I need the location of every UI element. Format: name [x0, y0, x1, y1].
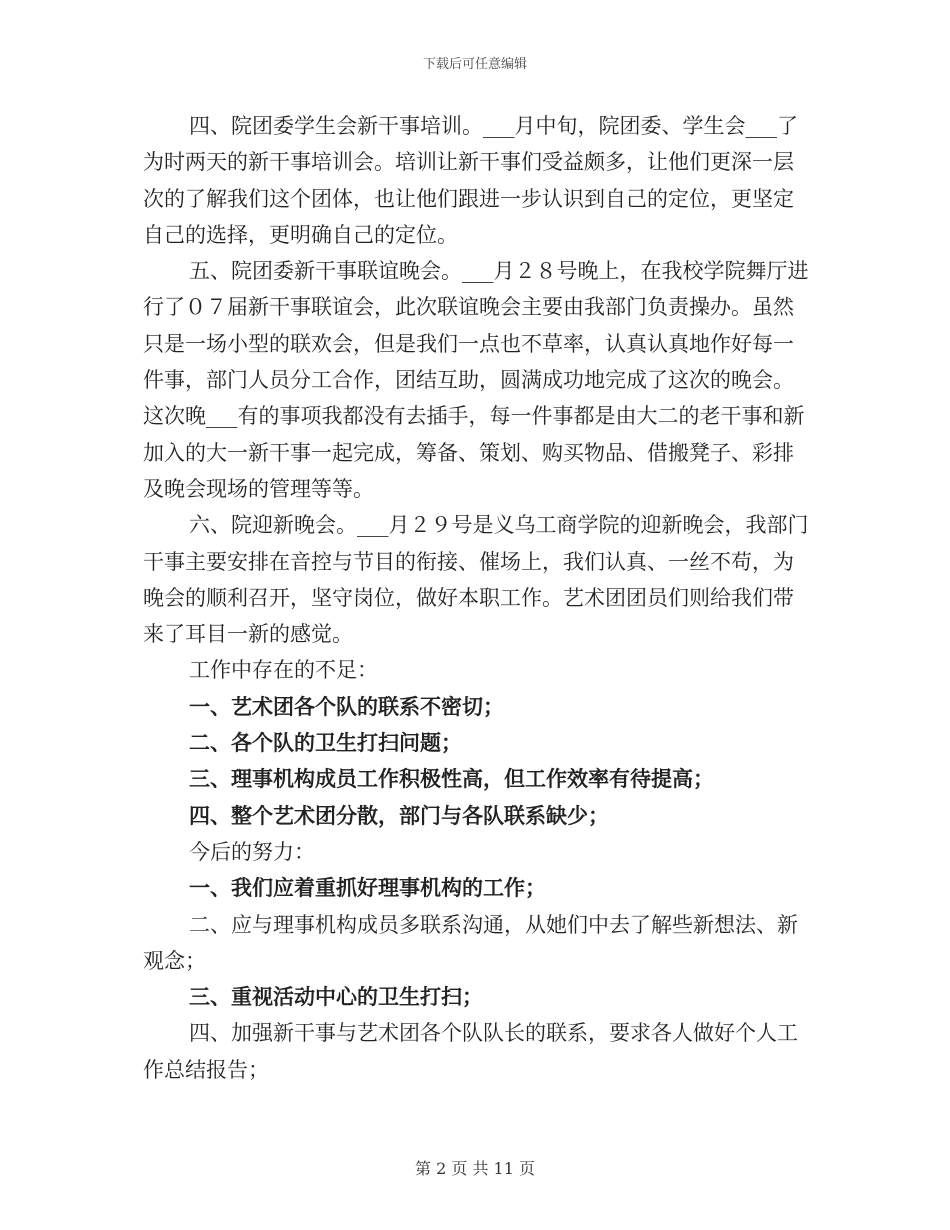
- effort-item-1: 一、我们应着重抓好理事机构的工作；: [189, 875, 546, 901]
- shortcoming-item-2: 二、各个队的卫生打扫问题；: [189, 730, 462, 756]
- shortcoming-item-4: 四、整个艺术团分散，部门与各队联系缺少；: [189, 802, 609, 828]
- paragraph-training: 四、院团委学生会新干事培训。___月中旬，院团委、学生会___了为时两天的新干事培训会。培训让新干事们受益颇多，让他们更深一层次的了解我们这个团体，也让他们跟进一步认识到自己的定位，更坚定自己的选择，更明确自己的定位。: [143, 114, 798, 247]
- effort-item-4: 四、加强新干事与艺术团各个队队长的联系，要求各人做好个人工作总结报告；: [143, 1021, 798, 1082]
- shortcoming-item-1: 一、艺术团各个队的联系不密切；: [189, 693, 504, 719]
- document-body: [143, 108, 813, 1088]
- effort-item-3: 三、重视活动中心的卫生打扫；: [189, 984, 483, 1010]
- effort-item-2: 二、应与理事机构成员多联系沟通，从她们中去了解些新想法、新观念；: [143, 912, 798, 973]
- shortcoming-item-3: 三、理事机构成员工作积极性高，但工作效率有待提高；: [189, 766, 714, 792]
- paragraph-party: 五、院团委新干事联谊晚会。___月２８号晚上，在我校学院舞厅进行了０７届新干事联谊会，此次联谊晚会主要由我部门负责操办。虽然只是一场小型的联欢会，但是我们一点也不草率，认真认真地作好每一件事，部门人员分工合作，团结互助，圆满成功地完成了这次的晚会。这次晚___有的事项我都没有去插手，每一件事都是由大二的老干事和新加入的大一新干事一起完成，筹备、策划、购买物品、借搬凳子、彩排及晚会现场的管理等等。: [143, 259, 809, 501]
- heading-shortcomings: 工作中存在的不足：: [189, 658, 378, 683]
- page-footer: 第 2 页 共 11 页: [415, 1159, 535, 1178]
- heading-future-efforts: 今后的努力：: [189, 839, 315, 864]
- paragraph-welcome-gala: 六、院迎新晚会。___月２９号是义乌工商学院的迎新晚会，我部门干事主要安排在音控与节目的衔接、催场上，我们认真、一丝不苟，为晚会的顺利召开，坚守岗位，做好本职工作。艺术团团员们则给我们带来了耳目一新的感觉。: [143, 513, 809, 647]
- page-header: 下载后可任意编辑: [422, 57, 527, 72]
